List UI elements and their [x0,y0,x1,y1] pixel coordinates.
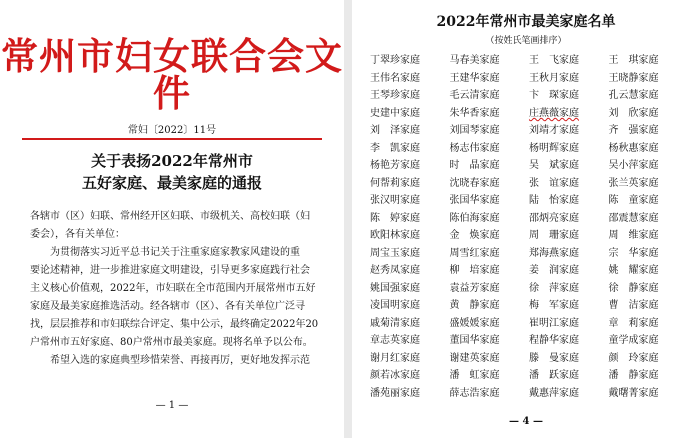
table-row [370,120,688,138]
family-name-cell: 姚国强家庭 [370,282,420,294]
family-name-cell: 陈 童家庭 [608,195,659,207]
family-name-cell: 章 莉家庭 [608,317,659,329]
body-line: 户常州市五好家庭、80户常州市最美家庭。现将名单予以公布。 [30,337,313,348]
family-name-cell: 毛云清家庭 [449,90,500,102]
document-page-right [352,0,700,438]
family-name-cell: 周 珊家庭 [528,230,579,242]
family-name-cell: 周 维家庭 [608,230,659,242]
table-row [370,330,688,348]
table-row [370,313,688,331]
list-title: 2022年常州市最美家庭名单 [436,14,616,30]
family-name-cell: 王琴珍家庭 [370,90,420,102]
family-name-cell: 朱华香家庭 [449,107,500,119]
family-name-cell: 史建中家庭 [370,107,420,119]
family-name-cell: 张汉明家庭 [370,195,420,207]
family-name-cell: 戚菊清家庭 [370,317,420,329]
family-name-cell: 徐 萍家庭 [528,282,579,294]
table-row [370,103,688,121]
family-name-cell: 王 飞家庭 [528,55,579,67]
table-row [370,85,688,103]
family-name-cell: 李 凯家庭 [370,142,420,154]
family-name-cell: 齐 强家庭 [608,125,659,137]
body-line: 主义核心价值观，2022年，市妇联在全市范围内开展常州市五好 [30,283,316,294]
family-name-cell: 丁翠珍家庭 [370,55,420,67]
family-name-cell: 邵震慧家庭 [608,212,659,224]
family-name-cell: 周雪红家庭 [449,247,500,259]
family-name-cell: 程静华家庭 [528,335,579,347]
family-name-cell: 马春美家庭 [449,55,500,67]
table-row [370,173,688,191]
family-name-cell: 杨志伟家庭 [449,142,500,154]
table-row [370,260,688,278]
table-row [370,365,688,383]
document-header: 常州市妇女联合会文件 [1,34,343,115]
family-name-cell: 郑海燕家庭 [528,247,579,259]
family-name-cell: 杨明辉家庭 [528,142,579,154]
family-name-cell: 宗 华家庭 [608,247,659,259]
family-name-cell: 周宝玉家庭 [370,247,420,259]
family-name-cell: 滕 曼家庭 [528,352,579,364]
family-name-cell: 戴惠萍家庭 [528,387,579,399]
document-number: 常妇〔2022〕11号 [127,125,217,136]
family-name-cell: 潘 跃家庭 [528,370,579,382]
table-row [370,243,688,261]
family-name-cell: 曹 洁家庭 [608,300,659,312]
family-name-cell: 杨艳芳家庭 [370,160,420,172]
family-name-cell: 沈晓春家庭 [449,177,500,189]
table-row [370,295,688,313]
family-name-cell: 何帮莉家庭 [370,177,420,189]
body-line: 各辖市（区）妇联、常州经开区妇联、市级机关、高校妇联（妇 [30,211,310,222]
table-row [370,225,688,243]
family-name-cell: 颜若冰家庭 [370,370,420,382]
table-row [370,68,688,86]
family-name-cell: 王建华家庭 [449,72,500,84]
family-name-cell: 刘 泽家庭 [370,125,420,137]
family-name-cell: 欧阳林家庭 [370,230,420,242]
family-name-cell: 王 琪家庭 [608,55,659,67]
family-name-cell: 梅 军家庭 [528,300,579,312]
list-subtitle: （按姓氏笔画排序） [485,36,567,46]
family-name-cell: 戴曙菁家庭 [608,387,659,399]
table-row [370,208,688,226]
family-name-cell: 黄 静家庭 [449,300,500,312]
family-name-cell: 董国华家庭 [449,335,500,347]
family-name-cell: 姜 润家庭 [528,265,579,277]
table-row [370,138,688,156]
family-name-cell: 张 谊家庭 [528,177,579,189]
family-name-cell: 邵炳亮家庭 [528,212,579,224]
family-name-cell: 张国华家庭 [449,195,500,207]
family-name-cell: 金 焕家庭 [449,230,500,242]
family-name-cell: 王晓静家庭 [608,72,659,84]
family-name-cell: 崔明江家庭 [528,317,579,329]
family-name-cell: 吴 斌家庭 [528,160,579,172]
family-name-cell: 刘靖才家庭 [528,125,579,137]
family-name-cell: 薛志浩家庭 [449,387,500,399]
family-name-cell: 凌国明家庭 [370,300,420,312]
family-name-cell: 童学成家庭 [608,335,659,347]
family-name-cell: 卞 琛家庭 [528,90,579,102]
body-line: 希望入选的家庭典型珍惜荣誉、再接再厉，更好地发挥示范 [50,355,310,366]
family-name-cell: 谢建英家庭 [449,352,500,364]
body-line: 为贯彻落实习近平总书记关于注重家庭家教家风建设的重 [50,247,300,258]
family-name-cell: 时 晶家庭 [449,160,500,172]
family-name-cell: 孔云慧家庭 [608,90,659,102]
document-title-line: 关于表扬2022年常州市 [91,152,253,170]
table-row [370,155,688,173]
document-title-line: 五好家庭、最美家庭的通报 [81,174,262,192]
document-title [0,150,344,194]
family-name-cell: 徐 静家庭 [608,282,659,294]
family-name-cell: 潘 静家庭 [608,370,659,382]
family-name-cell: 陈 婷家庭 [370,212,420,224]
body-line: 委会），各有关单位： [30,229,125,240]
family-name-cell: 张兰英家庭 [608,177,659,189]
family-name-cell: 杨秋惠家庭 [608,142,659,154]
table-row [370,190,688,208]
document-body [30,208,330,370]
family-name-cell: 姚 耀家庭 [608,265,659,277]
page-number: — 1 — [155,400,189,411]
family-name-cell: 陆 怡家庭 [528,195,579,207]
family-name-cell: 刘 欣家庭 [608,107,659,119]
family-name-cell: 袁益芳家庭 [449,282,500,294]
table-row [370,50,688,68]
family-name-cell: 盛媛媛家庭 [449,317,500,329]
table-row [370,278,688,296]
family-name-cell: 陈伯海家庭 [449,212,500,224]
family-name-cell: 王伟名家庭 [370,72,420,84]
table-row [370,348,688,366]
family-names-table [370,50,688,400]
family-name-cell: 庄燕薇家庭 [528,107,579,119]
body-line: 家庭及最美家庭推选活动。经各辖市（区）、各有关单位广泛寻 [30,301,305,312]
family-name-cell: 刘国琴家庭 [449,125,500,137]
table-row [370,383,688,401]
document-page-left [0,0,344,438]
family-name-cell: 潘 虹家庭 [449,370,500,382]
body-line: 要论述精神，进一步推进家庭文明建设，引导更多家庭践行社会 [30,265,310,276]
family-name-cell: 潘苑丽家庭 [370,387,420,399]
family-name-cell: 颜 玲家庭 [608,352,659,364]
page-number: — 4 — [509,416,543,427]
family-name-cell: 王秋月家庭 [528,72,579,84]
family-name-cell: 柳 培家庭 [449,265,500,277]
family-name-cell: 谢月红家庭 [370,352,420,364]
body-line: 找，层层推荐和市妇联综合评定、集中公示，最终确定2022年20 [30,319,319,330]
family-name-cell: 赵秀凤家庭 [370,265,420,277]
red-divider [22,138,322,140]
family-name-cell: 章志英家庭 [370,335,420,347]
family-name-cell: 吴小萍家庭 [608,160,659,172]
